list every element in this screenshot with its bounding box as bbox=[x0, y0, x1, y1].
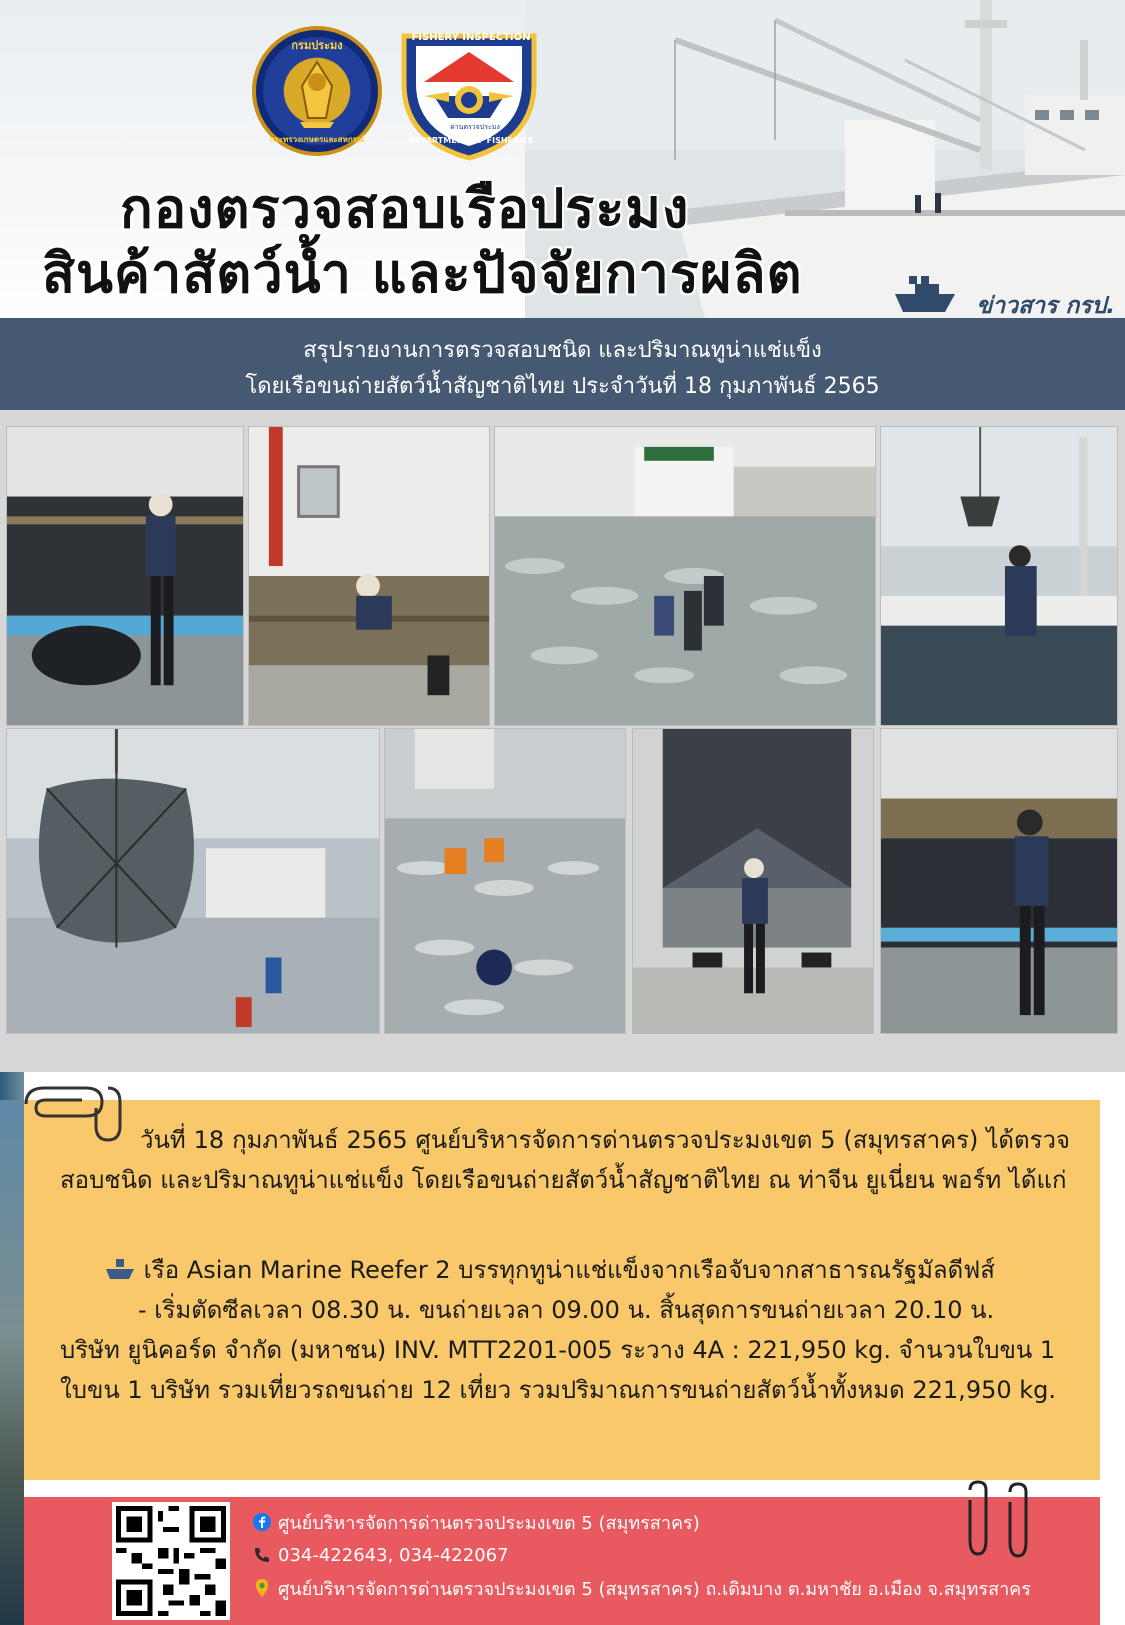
news-tag bbox=[885, 276, 1125, 318]
report-detail bbox=[60, 1250, 1070, 1410]
photo-collage bbox=[0, 410, 1125, 1072]
photo-inspector-kneeling-at-hatch bbox=[248, 426, 490, 726]
photo-inspector-at-truck bbox=[632, 728, 874, 1034]
page-title-line1: กองตรวจสอบเรือประมง bbox=[120, 177, 690, 240]
ship-icon bbox=[104, 1257, 136, 1281]
vessel-line bbox=[60, 1250, 1070, 1290]
harbor-photo-strip bbox=[0, 1100, 24, 1625]
department-of-fisheries-logo bbox=[252, 26, 382, 156]
header bbox=[0, 0, 1125, 318]
report-banner bbox=[0, 318, 1125, 410]
facebook-icon bbox=[252, 1512, 272, 1532]
photo-inspector-at-ship-rail bbox=[880, 728, 1118, 1034]
phone-icon bbox=[252, 1545, 272, 1565]
ship-icon bbox=[893, 272, 957, 316]
report-paragraph bbox=[60, 1120, 1070, 1200]
qr-code[interactable] bbox=[112, 1502, 230, 1620]
logo-bottom-text: DEPARTMENT OF FISHERIES bbox=[408, 136, 534, 145]
logo-top-text: FISHERY INSPECTION bbox=[411, 32, 531, 43]
contact-address[interactable] bbox=[252, 1575, 1031, 1601]
fishery-inspection-logo bbox=[402, 26, 532, 156]
address-text: ศูนย์บริหารจัดการด่านตรวจประมงเขต 5 (สมุทรสาคร) ถ.เดิมบาง ต.มหาชัย อ.เมือง จ.สมุทรสาคร bbox=[278, 1578, 1031, 1600]
photo-frozen-tuna-in-hold bbox=[494, 426, 876, 726]
photo-inspector-watching-net-unload bbox=[880, 426, 1118, 726]
news-tag-label: ข่าวสาร กรป. bbox=[976, 293, 1115, 318]
logo-bottom-text: กระทรวงเกษตรและสหกรณ์ bbox=[269, 135, 365, 144]
phone-numbers: 034-422643, 034-422067 bbox=[278, 1544, 509, 1566]
banner-line1: สรุปรายงานการตรวจสอบชนิด และปริมาณทูน่าแช่แข็ง bbox=[303, 338, 822, 363]
location-pin-icon bbox=[252, 1578, 272, 1598]
facebook-page-name: ศูนย์บริหารจัดการด่านตรวจประมงเขต 5 (สมุทรสาคร) bbox=[278, 1512, 700, 1534]
time-line: - เริ่มตัดซีลเวลา 08.30 น. ขนถ่ายเวลา 09.00 น. สิ้นสุดการขนถ่ายเวลา 20.10 น. bbox=[138, 1296, 995, 1324]
report-paragraph-text: วันที่ 18 กุมภาพันธ์ 2565 ศูนย์บริหารจัดการด่านตรวจประมงเขต 5 (สมุทรสาคร) ได้ตรวจสอบชนิด และปริมาณทูน่าแช่แข็ง โดยเรือขนถ่ายสัตว์น้ำสัญชาติไทย ณ ท่าจีน ยูเนี่ยน พอร์ท ได้แก่ bbox=[60, 1126, 1070, 1194]
paperclips-icon bbox=[960, 1480, 1060, 1560]
logo-top-text: กรมประมง bbox=[291, 39, 343, 52]
contact-phone[interactable] bbox=[252, 1542, 509, 1568]
contact-facebook[interactable] bbox=[252, 1509, 700, 1535]
page-title-line2: สินค้าสัตว์น้ำ และปัจจัยการผลิต bbox=[42, 242, 803, 305]
detail-text: บริษัท ยูนิคอร์ด จำกัด (มหาชน) INV. MTT2201-005 ระวาง 4A : 221,950 kg. จำนวนใบขน 1 ใบขน 1 บริษัท รวมเที่ยวรถขนถ่าย 12 เที่ยว รวมปริมาณการขนถ่ายสัตว์น้ำทั้งหมด 221,950 kg. bbox=[60, 1336, 1057, 1404]
banner-line2: โดยเรือขนถ่ายสัตว์น้ำสัญชาติไทย ประจำวันที่ 18 กุมภาพันธ์ 2565 bbox=[245, 374, 880, 399]
photo-net-full-of-tuna bbox=[6, 728, 380, 1034]
photo-workers-on-tuna-pile bbox=[384, 728, 626, 1034]
vessel-line-text: เรือ Asian Marine Reefer 2 บรรทุกทูน่าแช่แข็งจากเรือจับจากสาธารณรัฐมัลดีฟส์ bbox=[143, 1256, 995, 1284]
logo-center-text: ด่านตรวจประมง bbox=[450, 123, 500, 131]
photo-inspector-on-ship-deck bbox=[6, 426, 244, 726]
qr-code-image bbox=[116, 1506, 226, 1616]
